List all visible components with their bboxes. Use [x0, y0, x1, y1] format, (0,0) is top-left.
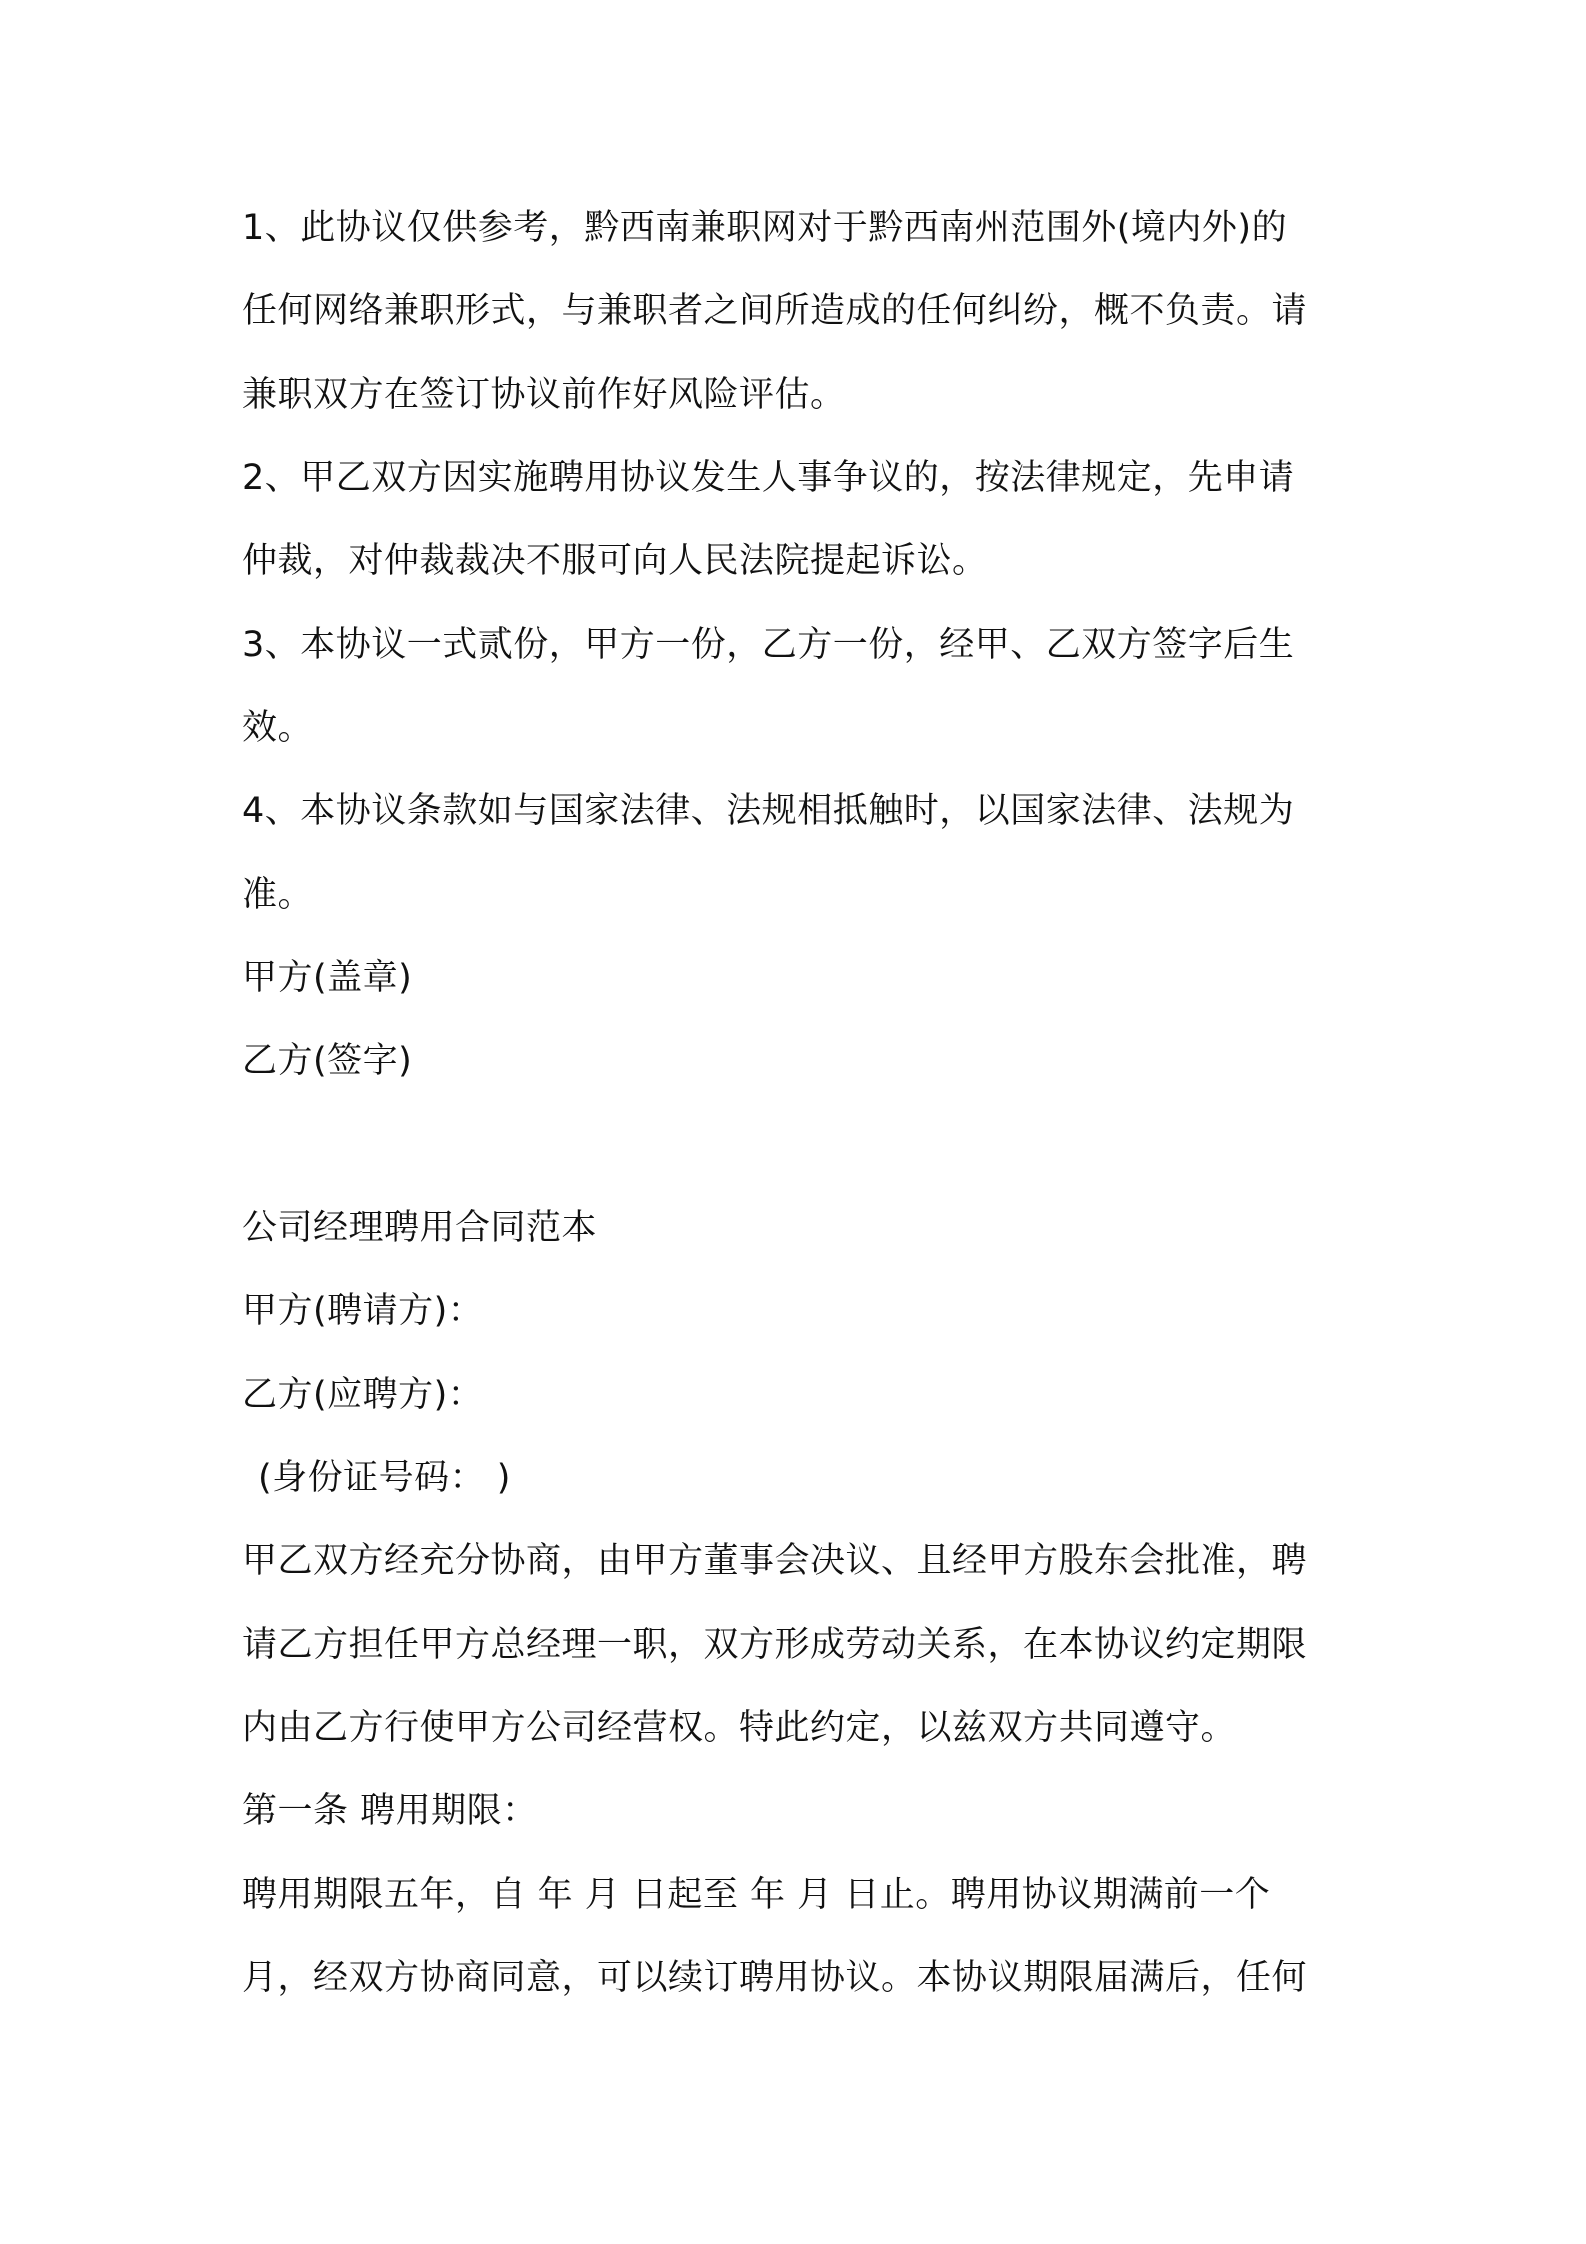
signature-party-a: 甲方(盖章): [242, 958, 413, 998]
intro-line-1: 甲乙双方经充分协商，由甲方董事会决议、且经甲方股东会批准，聘: [242, 1541, 1308, 1581]
intro-line-3: 内由乙方行使甲方公司经营权。特此约定，以兹双方共同遵守。: [242, 1708, 1237, 1748]
clause-2-line-1: 2、甲乙双方因实施聘用协议发生人事争议的，按法律规定，先申请: [242, 458, 1295, 498]
id-number-label: (身份证号码： ): [258, 1458, 511, 1498]
clause-1-line-3: 兼职双方在签订协议前作好风险评估。: [242, 375, 846, 415]
clause-1-line-2: 任何网络兼职形式，与兼职者之间所造成的任何纠纷，概不负责。请: [242, 291, 1308, 331]
clause-4-line-2: 准。: [242, 875, 314, 915]
clause-1-line-1: 1、此协议仅供参考，黔西南兼职网对于黔西南州范围外(境内外)的: [242, 208, 1288, 248]
clause-4-line-1: 4、本协议条款如与国家法律、法规相抵触时，以国家法律、法规为: [242, 791, 1295, 831]
party-b-label: 乙方(应聘方)：: [242, 1375, 484, 1415]
intro-line-2: 请乙方担任甲方总经理一职，双方形成劳动关系，在本协议约定期限: [242, 1625, 1308, 1665]
article-1-line-1: 聘用期限五年，自 年 月 日起至 年 月 日止。聘用协议期满前一个: [242, 1875, 1271, 1915]
signature-party-b: 乙方(签字): [242, 1041, 413, 1081]
article-1-heading: 第一条 聘用期限：: [242, 1791, 538, 1831]
article-1-line-2: 月，经双方协商同意，可以续订聘用协议。本协议期限届满后，任何: [242, 1958, 1308, 1998]
clause-2-line-2: 仲裁，对仲裁裁决不服可向人民法院提起诉讼。: [242, 541, 988, 581]
party-a-label: 甲方(聘请方)：: [242, 1291, 484, 1331]
clause-3-line-1: 3、本协议一式贰份，甲方一份，乙方一份，经甲、乙双方签字后生: [242, 625, 1295, 665]
clause-3-line-2: 效。: [242, 708, 314, 748]
contract-title: 公司经理聘用合同范本: [242, 1208, 598, 1248]
